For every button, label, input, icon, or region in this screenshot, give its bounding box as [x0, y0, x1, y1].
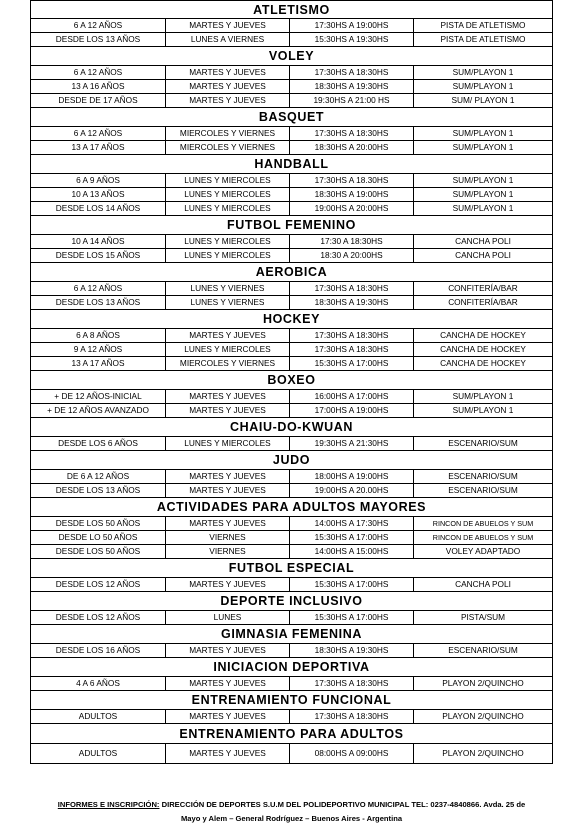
schedule-row	[30, 578, 553, 592]
schedule-row	[30, 141, 553, 155]
time-cell: 15:30HS A 17:00HS	[290, 578, 414, 591]
schedule-row	[30, 249, 553, 263]
section-title: CHAIU-DO-KWUAN	[30, 418, 553, 437]
schedule-row	[30, 531, 553, 545]
section-title: JUDO	[30, 451, 553, 470]
schedule-row	[30, 343, 553, 357]
time-cell: 14:00HS A 15:00HS	[290, 545, 414, 558]
days-cell: MARTES Y JUEVES	[166, 644, 290, 657]
time-cell: 17:30HS A 18:30HS	[290, 66, 414, 79]
place-cell: SUM/PLAYON 1	[452, 128, 514, 138]
section-title: GIMNASIA FEMENINA	[30, 625, 553, 644]
place-cell: SUM/PLAYON 1	[452, 391, 514, 401]
days-cell: LUNES Y MIERCOLES	[166, 343, 290, 356]
time-cell: 18:00HS A 19:00HS	[290, 470, 414, 483]
age-cell: 4 A 6 AÑOS	[31, 677, 166, 690]
schedule-row	[30, 188, 553, 202]
age-cell: 9 A 12 AÑOS	[31, 343, 166, 356]
days-cell: LUNES Y MIERCOLES	[166, 174, 290, 187]
place-cell: SUM/PLAYON 1	[452, 81, 514, 91]
age-cell: DESDE LOS 14 AÑOS	[31, 202, 166, 215]
age-cell: ADULTOS	[31, 710, 166, 723]
place-cell: ESCENARIO/SUM	[448, 438, 518, 448]
schedule-row	[30, 66, 553, 80]
age-cell: DESDE LOS 15 AÑOS	[31, 249, 166, 262]
days-cell: MARTES Y JUEVES	[166, 94, 290, 107]
section-title: BASQUET	[30, 108, 553, 127]
place-cell: CANCHA POLI	[455, 250, 511, 260]
place-cell: CANCHA DE HOCKEY	[440, 330, 526, 340]
age-cell: DESDE LOS 50 AÑOS	[31, 545, 166, 558]
time-cell: 19:30HS A 21:00 HS	[290, 94, 414, 107]
days-cell: MARTES Y JUEVES	[166, 80, 290, 93]
schedule-row	[30, 437, 553, 451]
age-cell: 6 A 12 AÑOS	[31, 127, 166, 140]
place-cell: PISTA DE ATLETISMO	[440, 34, 526, 44]
place-cell: PISTA DE ATLETISMO	[440, 20, 526, 30]
schedule-row	[30, 484, 553, 498]
schedule-row	[30, 470, 553, 484]
schedule-row	[30, 235, 553, 249]
time-cell: 08:00HS A 09:00HS	[290, 744, 414, 763]
age-cell: DESDE LO 50 AÑOS	[31, 531, 166, 544]
age-cell: DE 6 A 12 AÑOS	[31, 470, 166, 483]
section-title: ACTIVIDADES PARA ADULTOS MAYORES	[30, 498, 553, 517]
age-cell: + DE 12 AÑOS AVANZADO	[31, 404, 166, 417]
days-cell: MIERCOLES Y VIERNES	[166, 141, 290, 154]
section-title: FUTBOL FEMENINO	[30, 216, 553, 235]
time-cell: 17:30HS A 18:30HS	[290, 677, 414, 690]
schedule-row	[30, 19, 553, 33]
schedule-row	[30, 404, 553, 418]
age-cell: DESDE LOS 50 AÑOS	[31, 517, 166, 530]
days-cell: MARTES Y JUEVES	[166, 578, 290, 591]
age-cell: 13 A 16 AÑOS	[31, 80, 166, 93]
section-title: ENTRENAMIENTO PARA ADULTOS	[30, 724, 553, 744]
time-cell: 18:30HS A 19:30HS	[290, 296, 414, 309]
section-title: ATLETISMO	[30, 0, 553, 19]
place-cell: PLAYON 2/QUINCHO	[442, 678, 524, 688]
time-cell: 19:00HS A 20.00HS	[290, 484, 414, 497]
section-title: VOLEY	[30, 47, 553, 66]
age-cell: + DE 12 AÑOS-INICIAL	[31, 390, 166, 403]
age-cell: DESDE LOS 12 AÑOS	[31, 611, 166, 624]
days-cell: MARTES Y JUEVES	[166, 66, 290, 79]
days-cell: MARTES Y JUEVES	[166, 404, 290, 417]
footer-line-2: Mayo y Alem – General Rodríguez – Buenos Aires - Argentina	[180, 814, 403, 823]
age-cell: DESDE LOS 12 AÑOS	[31, 578, 166, 591]
days-cell: VIERNES	[166, 545, 290, 558]
place-cell: RINCON DE ABUELOS Y SUM	[432, 519, 534, 528]
age-cell: 6 A 9 AÑOS	[31, 174, 166, 187]
days-cell: LUNES Y MIERCOLES	[166, 249, 290, 262]
time-cell: 17:00HS A 19:00HS	[290, 404, 414, 417]
place-cell: CANCHA POLI	[455, 579, 511, 589]
place-cell: CONFITERÍA/BAR	[448, 297, 518, 307]
days-cell: LUNES Y MIERCOLES	[166, 202, 290, 215]
schedule-row	[30, 296, 553, 310]
time-cell: 15:30HS A 17:00HS	[290, 531, 414, 544]
age-cell: 13 A 17 AÑOS	[31, 141, 166, 154]
schedule-row	[30, 611, 553, 625]
time-cell: 17:30HS A 18:30HS	[290, 127, 414, 140]
place-cell: SUM/PLAYON 1	[452, 67, 514, 77]
age-cell: 6 A 12 AÑOS	[31, 19, 166, 32]
time-cell: 18:30HS A 19:30HS	[290, 80, 414, 93]
days-cell: LUNES Y VIERNES	[166, 282, 290, 295]
schedule-row	[30, 517, 553, 531]
age-cell: DESDE DE 17 AÑOS	[31, 94, 166, 107]
time-cell: 19:00HS A 20:00HS	[290, 202, 414, 215]
section-title: DEPORTE INCLUSIVO	[30, 592, 553, 611]
days-cell: MIERCOLES Y VIERNES	[166, 357, 290, 370]
section-title: BOXEO	[30, 371, 553, 390]
schedule-row	[30, 545, 553, 559]
time-cell: 17:30HS A 18:30HS	[290, 329, 414, 342]
days-cell: LUNES Y MIERCOLES	[166, 437, 290, 450]
time-cell: 18:30 A 20:00HS	[290, 249, 414, 262]
age-cell: DESDE LOS 16 AÑOS	[31, 644, 166, 657]
time-cell: 19:30HS A 21:30HS	[290, 437, 414, 450]
time-cell: 18:30HS A 20:00HS	[290, 141, 414, 154]
days-cell: MARTES Y JUEVES	[166, 390, 290, 403]
age-cell: 6 A 12 AÑOS	[31, 282, 166, 295]
age-cell: ADULTOS	[31, 744, 166, 763]
schedule-row	[30, 202, 553, 216]
time-cell: 18:30HS A 19:30HS	[290, 644, 414, 657]
days-cell: VIERNES	[166, 531, 290, 544]
time-cell: 17:30HS A 19:00HS	[290, 19, 414, 32]
days-cell: LUNES Y VIERNES	[166, 296, 290, 309]
time-cell: 15:30HS A 17:00HS	[290, 357, 414, 370]
place-cell: ESCENARIO/SUM	[448, 645, 518, 655]
days-cell: MARTES Y JUEVES	[166, 19, 290, 32]
days-cell: LUNES	[166, 611, 290, 624]
age-cell: 13 A 17 AÑOS	[31, 357, 166, 370]
place-cell: ESCENARIO/SUM	[448, 471, 518, 481]
footer-label: INFORMES E INSCRIPCIÓN:	[57, 800, 160, 809]
place-cell: CANCHA POLI	[455, 236, 511, 246]
place-cell: CANCHA DE HOCKEY	[440, 358, 526, 368]
time-cell: 14:00HS A 17:30HS	[290, 517, 414, 530]
age-cell: DESDE LOS 6 AÑOS	[31, 437, 166, 450]
time-cell: 18:30HS A 19:00HS	[290, 188, 414, 201]
time-cell: 15:30HS A 19:30HS	[290, 33, 414, 46]
schedule-row	[30, 282, 553, 296]
schedule-row	[30, 174, 553, 188]
place-cell: SUM/PLAYON 1	[452, 175, 514, 185]
days-cell: MARTES Y JUEVES	[166, 470, 290, 483]
time-cell: 17:30HS A 18.30HS	[290, 174, 414, 187]
time-cell: 15:30HS A 17:00HS	[290, 611, 414, 624]
time-cell: 17:30 A 18:30HS	[290, 235, 414, 248]
section-title: ENTRENAMIENTO FUNCIONAL	[30, 691, 553, 710]
schedule-row	[30, 94, 553, 108]
place-cell: CANCHA DE HOCKEY	[440, 344, 526, 354]
section-title: FUTBOL ESPECIAL	[30, 559, 553, 578]
section-title: AEROBICA	[30, 263, 553, 282]
place-cell: PLAYON 2/QUINCHO	[442, 711, 524, 721]
age-cell: 10 A 14 AÑOS	[31, 235, 166, 248]
schedule-row	[30, 710, 553, 724]
days-cell: MIERCOLES Y VIERNES	[166, 127, 290, 140]
place-cell: PISTA/SUM	[460, 612, 506, 622]
schedule-row	[30, 390, 553, 404]
place-cell: SUM/ PLAYON 1	[451, 95, 515, 105]
days-cell: LUNES Y MIERCOLES	[166, 235, 290, 248]
time-cell: 17:30HS A 18:30HS	[290, 710, 414, 723]
days-cell: MARTES Y JUEVES	[166, 329, 290, 342]
days-cell: MARTES Y JUEVES	[166, 517, 290, 530]
schedule-row	[30, 329, 553, 343]
age-cell: DESDE LOS 13 AÑOS	[31, 484, 166, 497]
schedule-row	[30, 677, 553, 691]
footer-info	[30, 798, 553, 826]
place-cell: ESCENARIO/SUM	[448, 485, 518, 495]
schedule-row	[30, 127, 553, 141]
section-title: HANDBALL	[30, 155, 553, 174]
place-cell: SUM/PLAYON 1	[452, 142, 514, 152]
days-cell: MARTES Y JUEVES	[166, 677, 290, 690]
schedule-row	[30, 80, 553, 94]
age-cell: DESDE LOS 13 AÑOS	[31, 296, 166, 309]
age-cell: 10 A 13 AÑOS	[31, 188, 166, 201]
time-cell: 16:00HS A 17:00HS	[290, 390, 414, 403]
section-title: HOCKEY	[30, 310, 553, 329]
footer-line-1: DIRECCIÓN DE DEPORTES S.U.M DEL POLIDEPORTIVO MUNICIPAL TEL: 0237-4840866. Avda. 25 de	[161, 800, 526, 809]
place-cell: SUM/PLAYON 1	[452, 189, 514, 199]
days-cell: MARTES Y JUEVES	[166, 710, 290, 723]
age-cell: DESDE LOS 13 AÑOS	[31, 33, 166, 46]
schedule-row	[30, 644, 553, 658]
days-cell: MARTES Y JUEVES	[166, 484, 290, 497]
days-cell: MARTES Y JUEVES	[166, 744, 290, 763]
days-cell: LUNES A VIERNES	[166, 33, 290, 46]
place-cell: CONFITERÍA/BAR	[448, 283, 518, 293]
place-cell: PLAYON 2/QUINCHO	[442, 748, 524, 758]
place-cell: SUM/PLAYON 1	[452, 203, 514, 213]
age-cell: 6 A 8 AÑOS	[31, 329, 166, 342]
section-title: INICIACION DEPORTIVA	[30, 658, 553, 677]
schedule-row	[30, 744, 553, 764]
schedule-row	[30, 357, 553, 371]
time-cell: 17:30HS A 18:30HS	[290, 282, 414, 295]
schedule-row	[30, 33, 553, 47]
place-cell: VOLEY ADAPTADO	[445, 546, 521, 556]
place-cell: SUM/PLAYON 1	[452, 405, 514, 415]
time-cell: 17:30HS A 18:30HS	[290, 343, 414, 356]
age-cell: 6 A 12 AÑOS	[31, 66, 166, 79]
place-cell: RINCON DE ABUELOS Y SUM	[432, 533, 534, 542]
days-cell: LUNES Y MIERCOLES	[166, 188, 290, 201]
schedule-table	[30, 0, 553, 764]
